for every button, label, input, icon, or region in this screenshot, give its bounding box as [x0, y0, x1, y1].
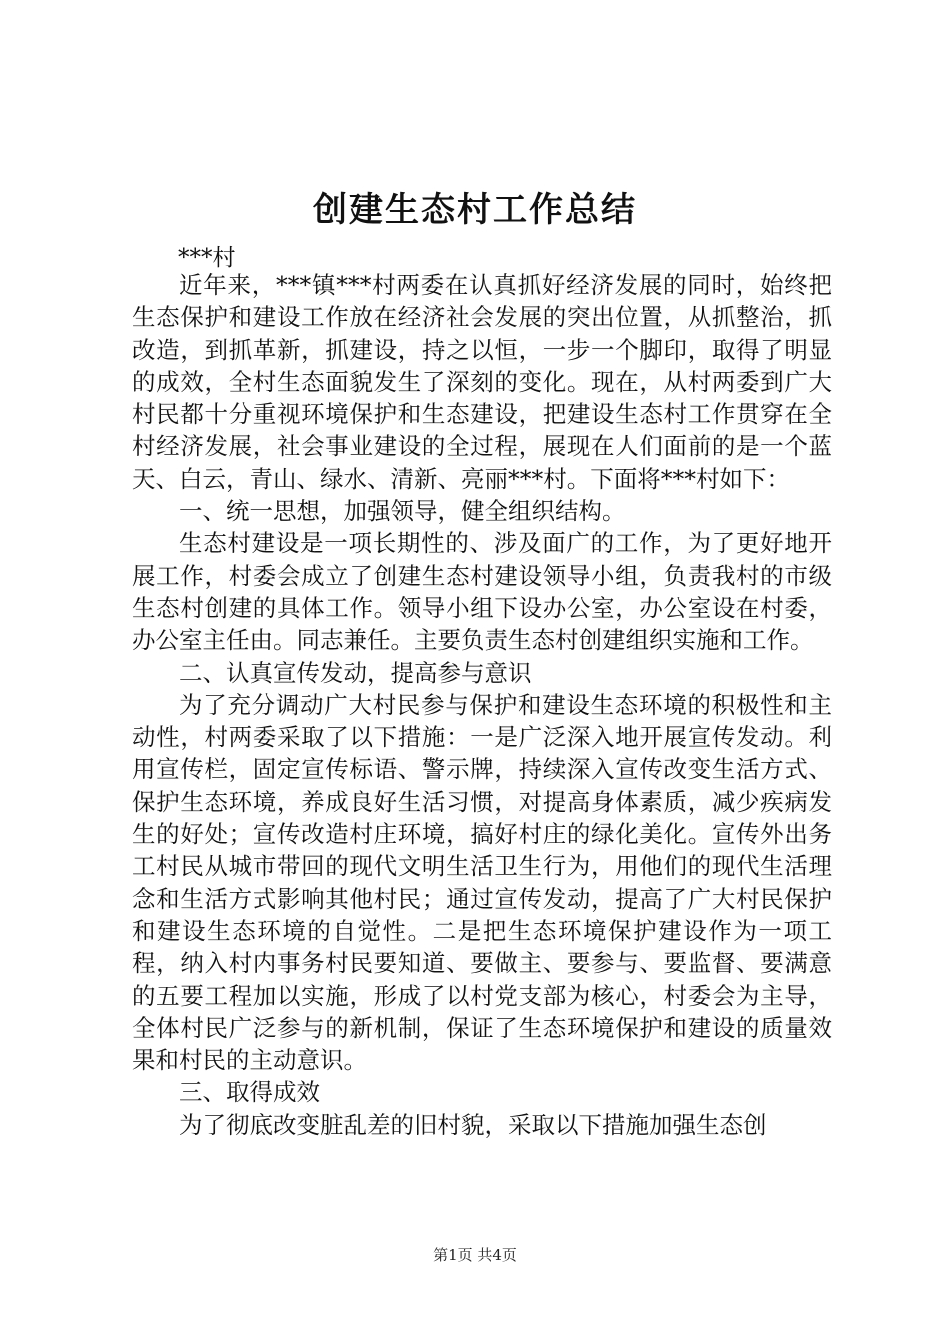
paragraph: 生态村建设是一项长期性的、涉及面广的工作，为了更好地开展工作，村委会成立了创建生态村建设领导小组，负责我村的市级生态村创建的具体工作。领导小组下设办公室，办公室设在村委，办公室主任由。同志兼任。主要负责生态村创建组织实施和工作。 — [132, 529, 832, 655]
paragraph: 为了彻底改变脏乱差的旧村貌，采取以下措施加强生态创 — [179, 1110, 767, 1139]
page-footer: 第1页 共4页 — [433, 1246, 517, 1264]
section-heading: 二、认真宣传发动，提高参与意识 — [179, 658, 532, 687]
document-body — [132, 269, 832, 1141]
paragraph: 近年来，***镇***村两委在认真抓好经济发展的同时，始终把生态保护和建设工作放在经济社会发展的突出位置，从抓整治，抓改造，到抓革新，抓建设，持之以恒，一步一个脚印，取得了明显的成效，全村生态面貌发生了深刻的变化。现在，从村两委到广大村民都十分重视环境保护和生态建设，把建设生态村工作贯穿在全村经济发展，社会事业建设的全过程，展现在人们面前的是一个蓝天、白云，青山、绿水、清新、亮丽***村。下面将***村如下： — [132, 271, 832, 493]
document-author: ***村 — [178, 245, 236, 271]
section-heading: 一、统一思想，加强领导，健全组织结构。 — [179, 497, 626, 526]
document-title: 创建生态村工作总结 — [313, 190, 637, 230]
section-heading: 三、取得成效 — [179, 1078, 320, 1107]
paragraph: 为了充分调动广大村民参与保护和建设生态环境的积极性和主动性，村两委采取了以下措施：一是广泛深入地开展宣传发动。利用宣传栏，固定宣传标语、警示牌，持续深入宣传改变生活方式、保护生态环境，养成良好生活习惯，对提高身体素质，减少疾病发生的好处；宣传改造村庄环境，搞好村庄的绿化美化。宣传外出务工村民从城市带回的现代文明生活卫生行为，用他们的现代生活理念和生活方式影响其他村民；通过宣传发动，提高了广大村民保护和建设生态环境的自觉性。二是把生态环境保护建设作为一项工程，纳入村内事务村民要知道、要做主、要参与、要监督、要满意的五要工程加以实施，形成了以村党支部为核心，村委会为主导，全体村民广泛参与的新机制，保证了生态环境保护和建设的质量效果和村民的主动意识。 — [132, 690, 832, 1075]
